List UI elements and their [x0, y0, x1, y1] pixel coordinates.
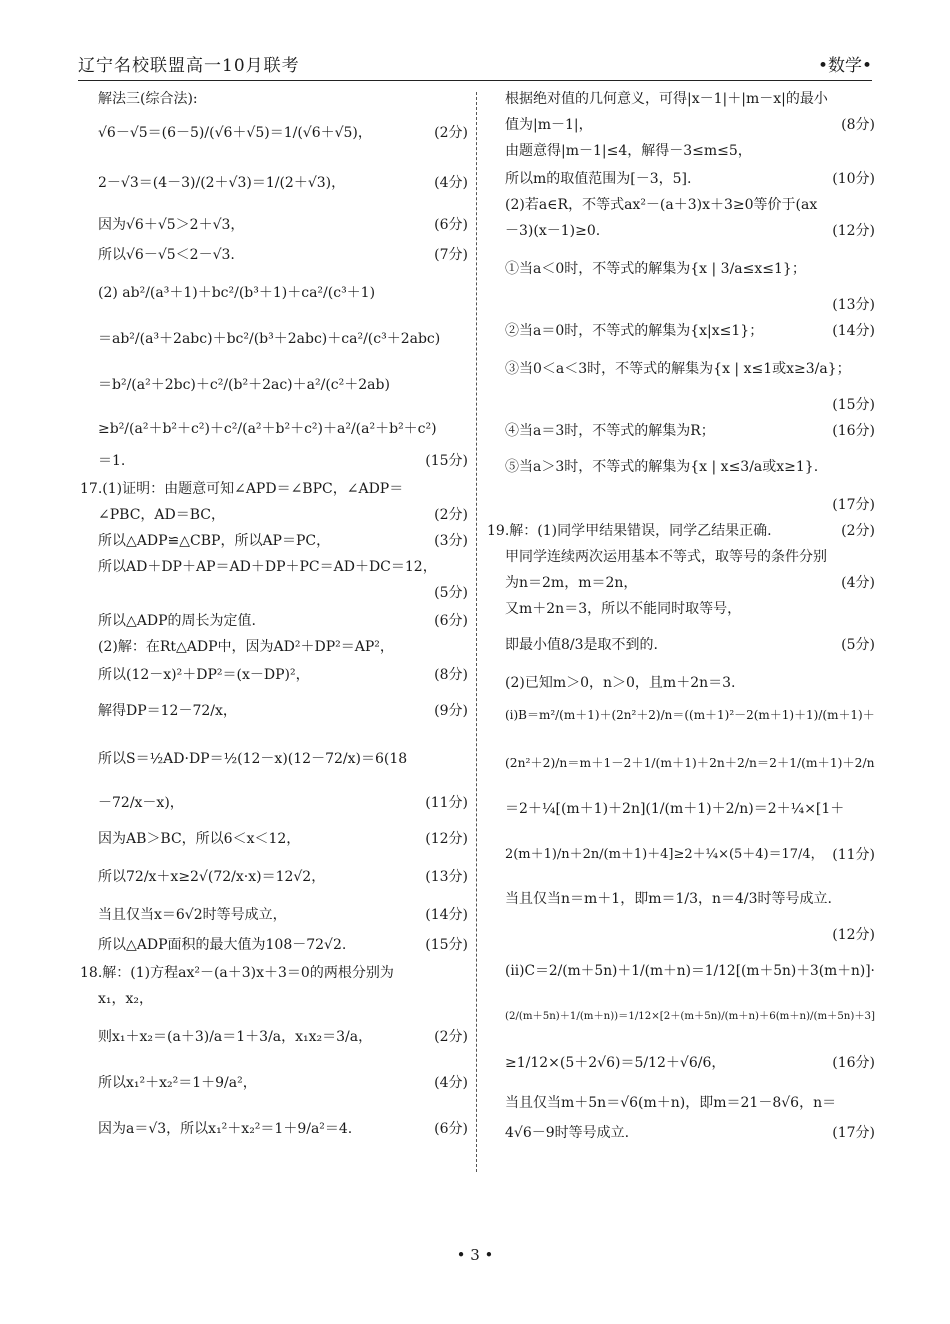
line-text: ③当0＜a＜3时，不等式的解集为{x | x≤1或x≥3/a}；	[505, 361, 851, 377]
line-text: 19.解：(1)同学甲结果错误，同学乙结果正确.	[487, 523, 772, 539]
score-mark: (5分)	[434, 585, 468, 601]
score-mark: (3分)	[434, 533, 468, 549]
page-header	[78, 52, 872, 81]
line-text: (2)若a∈R，不等式ax²－(a＋3)x＋3≥0等价于(ax	[505, 197, 818, 213]
line-text: ④当a＝3时，不等式的解集为R；	[505, 423, 715, 439]
score-mark: (13分)	[832, 297, 875, 313]
score-mark: (11分)	[425, 795, 468, 811]
score-mark: (15分)	[425, 937, 468, 953]
column-divider	[476, 92, 477, 1172]
line-text: 甲同学连续两次运用基本不等式，取等号的条件分别	[505, 549, 827, 565]
score-mark: (2分)	[841, 523, 875, 539]
score-mark: (6分)	[434, 1121, 468, 1137]
line-text: (2)已知m＞0，n＞0，且m＋2n＝3.	[505, 675, 736, 691]
line-text: ②当a＝0时，不等式的解集为{x|x≤1}；	[505, 323, 764, 339]
score-mark: (2分)	[434, 125, 468, 141]
line-text: x₁，x₂，	[98, 991, 154, 1007]
line-text: 2(m＋1)/n＋2n/(m＋1)＋4]≥2＋¼×(5＋4)＝17/4，	[505, 847, 824, 862]
score-mark: (17分)	[832, 497, 875, 513]
line-text: 所以△ADP≌△CBP，所以AP＝PC，	[98, 533, 331, 549]
line-text: 所以72/x＋x≥2√(72/x·x)＝12√2，	[98, 869, 326, 885]
line-text: ＝ab²/(a³＋2abc)＋bc²/(b³＋2abc)＋ca²/(c³＋2abc)	[98, 331, 441, 347]
line-text: (i)B＝m²/(m＋1)＋(2n²＋2)/n＝((m＋1)²－2(m＋1)＋1)/(m＋1)＋	[505, 708, 875, 722]
line-text: (2/(m＋5n)＋1/(m＋n))＝1/12×[2＋(m＋5n)/(m＋n)＋6(m＋n)/(m＋5n)＋3]	[505, 1011, 875, 1022]
score-mark: (14分)	[832, 323, 875, 339]
line-text: (2) ab²/(a³＋1)＋bc²/(b³＋1)＋ca²/(c³＋1)	[98, 285, 376, 301]
score-mark: (2分)	[434, 1029, 468, 1045]
header-subject: •数学•	[817, 56, 872, 76]
line-text: ⑤当a＞3时，不等式的解集为{x | x≤3/a或x≥1}.	[505, 459, 819, 475]
line-text: ＝1.	[98, 453, 126, 469]
score-mark: (12分)	[425, 831, 468, 847]
line-text: －72/x－x)，	[98, 795, 184, 811]
line-text: 因为√6＋√5＞2＋√3，	[98, 217, 245, 233]
line-text: 18.解：(1)方程ax²－(a＋3)x＋3＝0的两根分别为	[80, 965, 394, 981]
score-mark: (10分)	[832, 171, 875, 187]
line-text: －3)(x－1)≥0.	[505, 223, 601, 239]
line-text: 为n＝2m，m＝2n，	[505, 575, 638, 591]
line-text: 解得DP＝12－72/x，	[98, 703, 237, 719]
score-mark: (2分)	[434, 507, 468, 523]
line-text: 由题意得|m－1|≤4，解得－3≤m≤5，	[505, 143, 752, 159]
score-mark: (13分)	[425, 869, 468, 885]
line-text: 则x₁＋x₂＝(a＋3)/a＝1＋3/a，x₁x₂＝3/a，	[98, 1029, 373, 1045]
line-text: ∠PBC，AD＝BC，	[98, 507, 226, 523]
line-text: ≥b²/(a²＋b²＋c²)＋c²/(a²＋b²＋c²)＋a²/(a²＋b²＋c²)	[98, 421, 437, 437]
line-text: 因为AB＞BC，所以6＜x＜12，	[98, 831, 301, 847]
score-mark: (6分)	[434, 613, 468, 629]
line-text: ≥1/12×(5＋2√6)＝5/12＋√6/6，	[505, 1055, 726, 1071]
score-mark: (16分)	[832, 423, 875, 439]
score-mark: (6分)	[434, 217, 468, 233]
line-text: 4√6－9时等号成立.	[505, 1125, 630, 1141]
line-text: (2)解：在Rt△ADP中，因为AD²＋DP²＝AP²，	[98, 639, 394, 655]
line-text: 所以△ADP的周长为定值.	[98, 613, 256, 629]
score-mark: (4分)	[434, 175, 468, 191]
line-text: 所以x₁²＋x₂²＝1＋9/a²，	[98, 1075, 257, 1091]
line-text: 所以(12－x)²＋DP²＝(x－DP)²，	[98, 667, 310, 683]
line-text: 解法三(综合法):	[98, 91, 198, 107]
line-text: 当且仅当m＋5n＝√6(m＋n)，即m＝21－8√6，n＝	[505, 1095, 837, 1111]
line-text: 17.(1)证明：由题意可知∠APD＝∠BPC，∠ADP＝	[80, 481, 404, 497]
line-text: √6－√5＝(6－5)/(√6＋√5)＝1/(√6＋√5)，	[98, 125, 372, 141]
score-mark: (15分)	[832, 397, 875, 413]
line-text: 即最小值8/3是取不到的.	[505, 637, 658, 653]
score-mark: (16分)	[832, 1055, 875, 1071]
score-mark: (11分)	[832, 847, 875, 863]
line-text: 又m＋2n＝3，所以不能同时取等号，	[505, 601, 742, 617]
line-text: 所以m的取值范围为[－3，5].	[505, 171, 692, 187]
line-text: 根据绝对值的几何意义，可得|x－1|＋|m－x|的最小	[505, 91, 828, 107]
score-mark: (9分)	[434, 703, 468, 719]
score-mark: (12分)	[832, 223, 875, 239]
line-text: (2n²＋2)/n＝m＋1－2＋1/(m＋1)＋2n＋2/n＝2＋1/(m＋1)＋2/n	[505, 756, 875, 770]
score-mark: (7分)	[434, 247, 468, 263]
line-text: 所以△ADP面积的最大值为108－72√2.	[98, 937, 347, 953]
score-mark: (17分)	[832, 1125, 875, 1141]
score-mark: (4分)	[434, 1075, 468, 1091]
line-text: 当且仅当n＝m＋1，即m＝1/3，n＝4/3时等号成立.	[505, 891, 833, 907]
line-text: 所以S＝½AD·DP＝½(12－x)(12－72/x)＝6(18	[98, 751, 408, 767]
line-text: 2－√3＝(4－3)/(2＋√3)＝1/(2＋√3)，	[98, 175, 346, 191]
line-text: ＝2＋¼[(m＋1)＋2n](1/(m＋1)＋2/n)＝2＋¼×[1＋	[505, 801, 845, 817]
score-mark: (4分)	[841, 575, 875, 591]
line-text: 当且仅当x＝6√2时等号成立，	[98, 907, 287, 923]
line-text: 所以AD＋DP＋AP＝AD＋DP＋PC＝AD＋DC＝12，	[98, 559, 437, 575]
line-text: 所以√6－√5＜2－√3.	[98, 247, 235, 263]
score-mark: (15分)	[425, 453, 468, 469]
score-mark: (8分)	[434, 667, 468, 683]
line-text: ①当a＜0时，不等式的解集为{x | 3/a≤x≤1}；	[505, 261, 806, 277]
score-mark: (8分)	[841, 117, 875, 133]
score-mark: (5分)	[841, 637, 875, 653]
line-text: (ii)C＝2/(m＋5n)＋1/(m＋n)＝1/12[(m＋5n)＋3(m＋n)]·	[505, 963, 875, 979]
line-text: 值为|m－1|，	[505, 117, 593, 133]
score-mark: (14分)	[425, 907, 468, 923]
score-mark: (12分)	[832, 927, 875, 943]
line-text: ＝b²/(a²＋2bc)＋c²/(b²＋2ac)＋a²/(c²＋2ab)	[98, 377, 390, 393]
header-title: 辽宁名校联盟高一10月联考	[78, 56, 300, 76]
page-number: • 3 •	[456, 1246, 494, 1264]
line-text: 因为a＝√3，所以x₁²＋x₂²＝1＋9/a²＝4.	[98, 1121, 353, 1137]
